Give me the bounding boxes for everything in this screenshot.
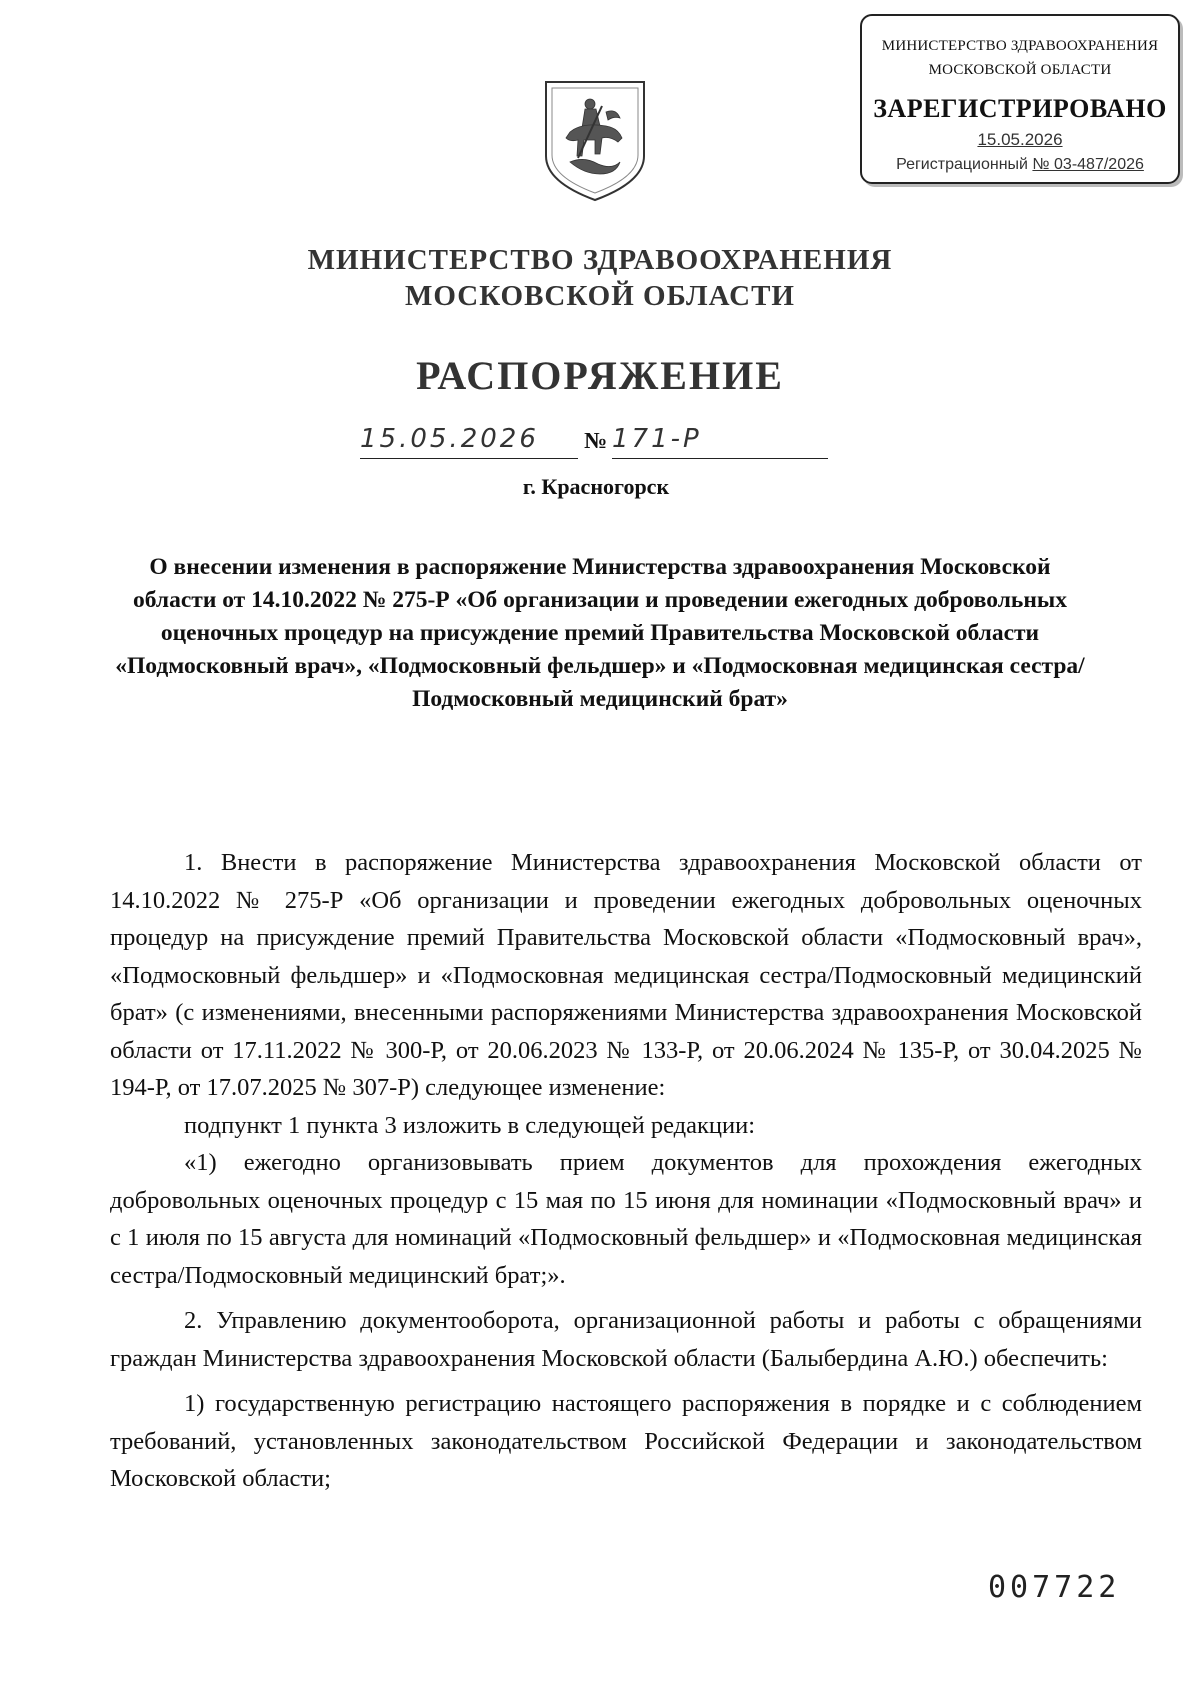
ministry-name: [0, 242, 1200, 314]
stamp-org-line2: МОСКОВСКОЙ ОБЛАСТИ: [928, 62, 1112, 78]
handwritten-number: 171-Р: [612, 424, 702, 454]
paragraph: подпункт 1 пункта 3 изложить в следующей редакции:: [184, 1111, 756, 1139]
ministry-line1: МИНИСТЕРСТВО ЗДРАВООХРАНЕНИЯ: [307, 244, 893, 276]
paragraph: 1) государственную регистрацию настоящего распоряжения в порядке и с соблюдением требований, установленных законодательством Российской Федерации и законодательством Московской области;: [110, 1390, 1142, 1492]
stamp-status: ЗАРЕГИСТРИРОВАНО: [873, 94, 1167, 123]
stamp-registration-number: [862, 156, 1178, 174]
paragraph: 1. Внести в распоряжение Министерства здравоохранения Московской области от 14.10.2022 № 275-Р «Об организации и проведении ежегодных добровольных оценочных процедур на присуждение премий Правительства Московской области «Подмосковный врач», «Подмосковный фельдшер» и «Подмосковная медицинская сестра/Подмосковный медицинский брат» (с изменениями, внесенными распоряжениями Министерства здравоохранения Московской области от 17.11.2022 № 300-Р, от 20.06.2023 № 133-Р, от 20.06.2024 № 135-Р, от 30.04.2025 № 194-Р, от 17.07.2025 № 307-Р) следующее изменение:: [110, 849, 1142, 1101]
stamp-number-value: № 03-487/2026: [1032, 156, 1144, 173]
date-number-line: [360, 424, 830, 464]
paragraph: 2. Управлению документооборота, организационной работы и работы с обращениями граждан Министерства здравоохранения Московской области (Балыбердина А.Ю.) обеспечить:: [110, 1307, 1142, 1372]
stamp-org-line1: МИНИСТЕРСТВО ЗДРАВООХРАНЕНИЯ: [881, 38, 1159, 54]
serial-number: 007722: [988, 1570, 1121, 1605]
stamp-number-label: Регистрационный: [896, 156, 1028, 173]
number-sign: №: [584, 428, 608, 453]
ministry-line2: МОСКОВСКОЙ ОБЛАСТИ: [404, 280, 795, 312]
date-underline: [360, 458, 578, 459]
city: г. Красногорск: [522, 474, 670, 499]
document-body: [110, 844, 1142, 1498]
number-underline: [612, 458, 828, 459]
document-title: О внесении изменения в распоряжение Министерства здравоохранения Московской области от 14.10.2022 № 275-Р «Об организации и проведении ежегодных добровольных оценочных процедур на присуждение премий Правительства Московской области «Подмосковный врач», «Подмосковный фельдшер» и «Подмосковная медицинская сестра/Подмосковный медицинский брат»: [115, 554, 1085, 712]
coat-of-arms-icon: [540, 78, 650, 202]
handwritten-date: 15.05.2026: [360, 424, 539, 454]
stamp-organization: [862, 34, 1178, 82]
paragraph: «1) ежегодно организовывать прием документов для прохождения ежегодных добровольных оценочных процедур с 15 мая по 15 июня для номинации «Подмосковный врач» и с 1 июля по 15 августа для номинаций «Подмосковный фельдшер» и «Подмосковная медицинская сестра/Подмосковный медицинский брат;».: [110, 1149, 1142, 1289]
document-type: РАСПОРЯЖЕНИЕ: [416, 353, 784, 398]
registration-stamp: [860, 14, 1180, 184]
stamp-date: 15.05.2026: [977, 130, 1063, 149]
